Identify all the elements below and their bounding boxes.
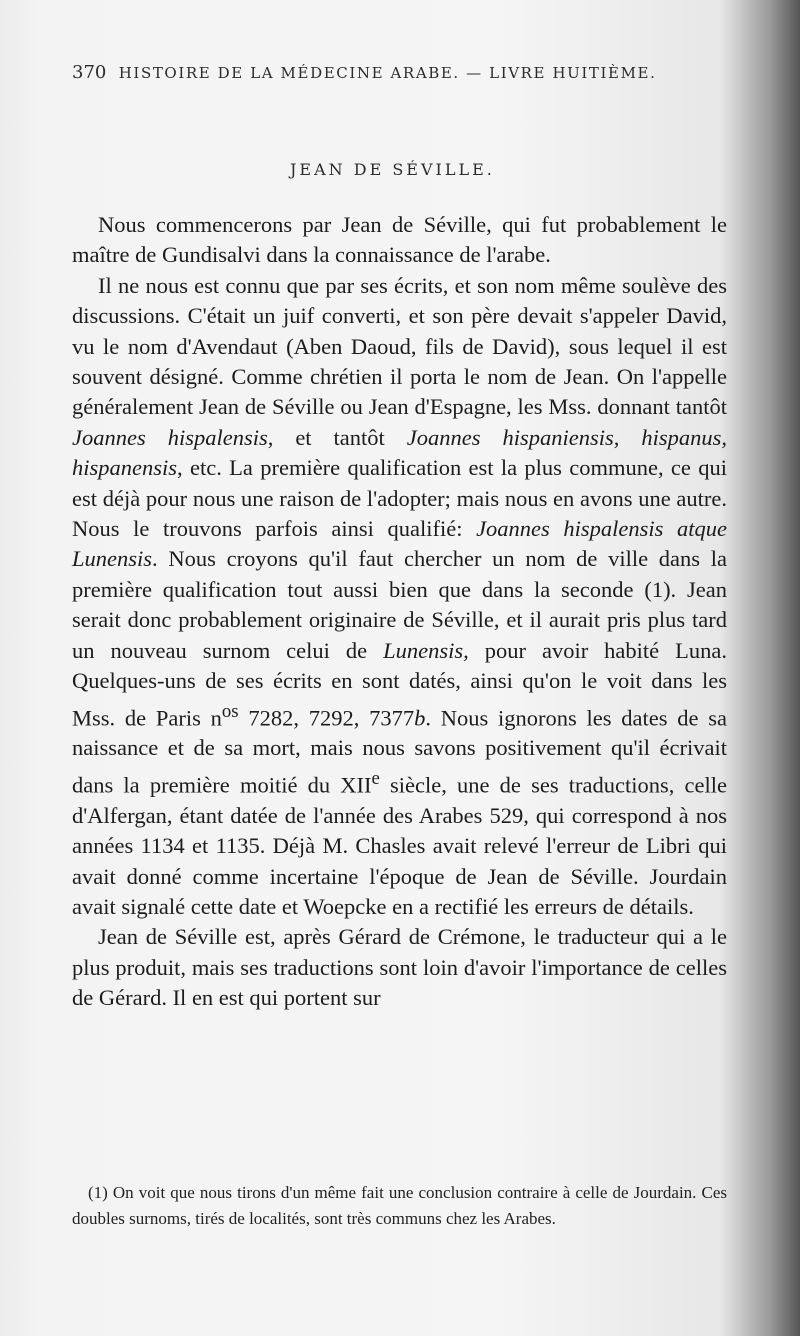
paragraph-1: Nous commencerons par Jean de Séville, qui fut probablement le maître de Gundisalvi dans la connaissance de l'arabe. <box>72 212 727 268</box>
running-title: HISTOIRE DE LA MÉDECINE ARABE. — LIVRE HUITIÈME. <box>118 64 657 82</box>
section-title: JEAN DE SÉVILLE. <box>290 160 495 179</box>
text-run: siècle, une de ses traductions, celle d'Alfergan, étant datée de l'année des Arabes 529, qui correspond à nos années 1134 et 1135. Déjà M. Chasles avait relevé l'erreur de Libri qui avait donné comme incertaine l'époque de Jean de Séville. Jourdain avait signalé cette date et Woepcke en a rectifié les erreurs de détails. <box>72 772 727 919</box>
running-head <box>72 62 712 83</box>
italic-run: Lunensis, <box>383 637 469 663</box>
italic-run: Joannes hispalensis atque Lunensis <box>72 516 727 572</box>
text-run: . Nous ignorons les dates de sa naissance et de sa mort, mais nous savons positivement qu'il écrivait dans la première moitié du XII <box>72 705 727 798</box>
body-text <box>72 210 727 1014</box>
superscript: e <box>371 767 380 789</box>
page-number: 370 <box>72 62 107 83</box>
text-run: 7282, 7292, 7377 <box>238 705 415 730</box>
text-run: Il ne nous est connu que par ses écrits, et son nom même soulève des discussions. C'était un juif converti, et son père devait s'appeler David, vu le nom d'Avendaut (Aben Daoud, fils de David), sous lequel il est souvent désigné. Comme chrétien il porta le nom de Jean. On l'appelle généralement Jean de Séville ou Jean d'Espagne, les Mss. donnant tantôt <box>72 272 727 420</box>
footnote-1: (1) On voit que nous tirons d'un même fait une conclusion contraire à celle de Jourdain. Ces doubles surnoms, tirés de localités, sont très communs chez les Arabes. <box>72 1183 727 1228</box>
paragraph-2 <box>72 271 727 923</box>
text-run: , etc. La première qualification est la plus commune, ce qui est déjà pour nous une raison de l'adopter; mais nous en avons une autre. Nous le trouvons parfois ainsi qualifié: <box>72 455 727 542</box>
text-run: , et tantôt <box>267 424 407 450</box>
text-run: pour avoir habité Luna. Quelques-uns de ses écrits en sont datés, ainsi qu'on le voit dans les Mss. de Paris n <box>72 637 727 730</box>
superscript: os <box>221 700 239 722</box>
italic-run: b <box>414 705 426 730</box>
italic-run: Joannes hispalensis <box>72 424 268 450</box>
text-run: . Nous croyons qu'il faut chercher un nom de ville dans la première qualification tout aussi bien que dans la seconde (1). Jean serait donc probablement originaire de Séville, et il aurait pris plus tard un nouveau surnom celui de <box>72 546 727 663</box>
italic-run: Joannes hispaniensis, hispanus, hispanensis <box>72 424 727 481</box>
footnotes <box>72 1180 727 1232</box>
paragraph-3: Jean de Séville est, après Gérard de Crémone, le traducteur qui a le plus produit, mais ses traductions sont loin d'avoir l'importance de celles de Gérard. Il en est qui portent sur <box>72 924 727 1011</box>
